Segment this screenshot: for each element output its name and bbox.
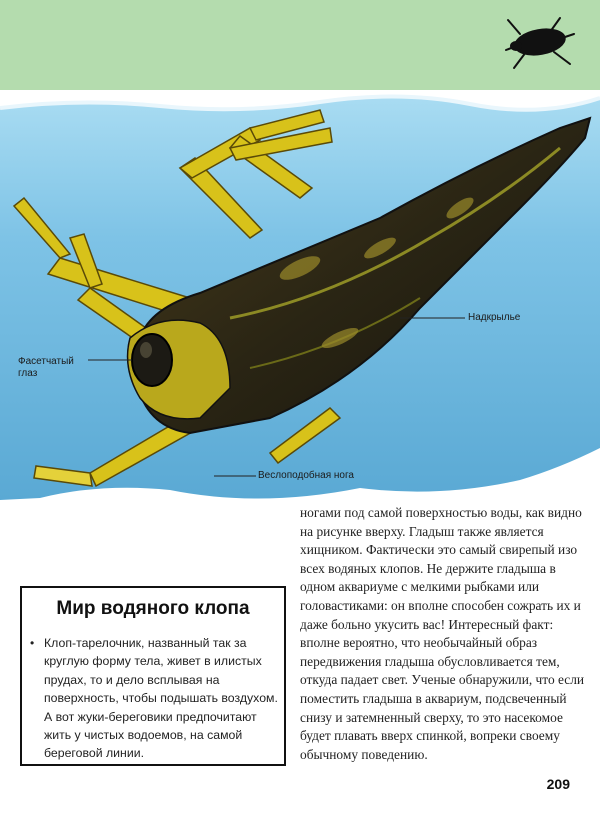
page-number: 209 (546, 776, 570, 792)
water-bug-illustration (0, 88, 600, 518)
sidebar-box (20, 586, 286, 766)
sidebar-box-title: Мир водяного клопа (56, 598, 250, 619)
body-text: ногами под самой поверхностью воды, как видно на рисунке вверху. Гладыш также является хищником. Фактически это самый свирепый изо всех водяных клопов. Не держите гладыша в одном аквариуме с мелкими рыбками или головастиками: он вполне способен сожрать их и даже больно укусить вас! Интересный факт: вполне вероятно, что необычайный образ передвижения гладыша обусловливается тем, откуда падает свет. Ученые обнаружили, что если поместить гладыша в аквариум, подсвеченный снизу и затемненный сверху, то это насекомое будет плавать вверх спинкой, вопреки своему обычному поведению. (300, 505, 585, 762)
beetle-silhouette-icon (500, 10, 580, 72)
list-item-text: Клоп-тарелочник, названный так за круглую форму тела, живет в илистых прудах, то и дело всплывая на поверхность, чтобы подышать воздухом. А вот жуки-береговики предпочитают жить у чистых водоемов, на самой береговой линии. (44, 636, 278, 761)
compound-eye (132, 334, 172, 386)
label-paddle-leg: Веслоподобная нога (258, 470, 354, 481)
bullet-icon: • (30, 636, 35, 650)
label-elytra: Надкрылье (468, 312, 521, 323)
list-item (30, 634, 280, 763)
label-compound-eye: Фасетчатый глаз (18, 356, 74, 379)
sidebar-box-list (30, 634, 280, 763)
